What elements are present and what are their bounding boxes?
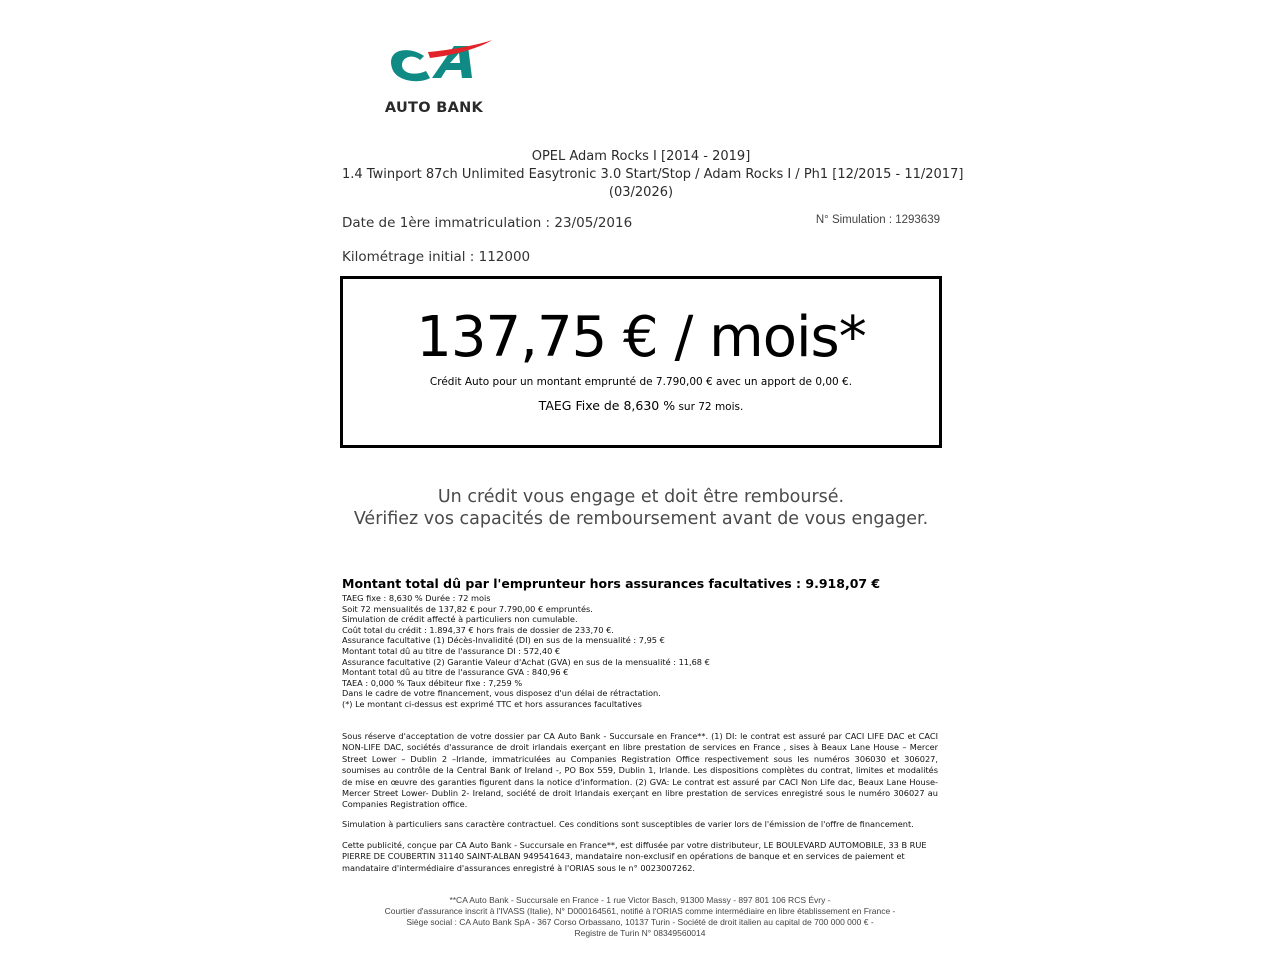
credit-warning — [342, 486, 940, 530]
taeg-duration: sur 72 mois. — [675, 401, 744, 413]
vehicle-date: (03/2026) — [608, 185, 674, 200]
taeg-rate — [343, 398, 939, 413]
warning-line-1: Un crédit vous engage et doit être remboursé. — [437, 487, 845, 507]
credit-details — [342, 593, 710, 710]
monthly-price-box — [340, 276, 942, 448]
vehicle-description — [342, 148, 964, 202]
warning-line-2: Vérifiez vos capacités de remboursement avant de vous engager. — [353, 509, 929, 529]
document-page — [342, 0, 964, 960]
simulation-disclaimer: Simulation à particuliers sans caractère contractuel. Ces conditions sont susceptibles de varier lors de l'émission de l'offre de financement. — [342, 819, 914, 829]
detail-line: Coût total du crédit : 1.894,37 € hors frais de dossier de 233,70 €. — [342, 624, 614, 635]
detail-line: Montant total dû au titre de l'assurance DI : 572,40 € — [342, 645, 561, 656]
detail-line: Assurance facultative (2) Garantie Valeur d'Achat (GVA) en sus de la mensualité : 11,68 € — [342, 656, 710, 667]
simulation-number: N° Simulation : 1293639 — [815, 214, 940, 226]
total-amount-title: Montant total dû par l'emprunteur hors assurances facultatives : 9.918,07 € — [342, 576, 881, 591]
ca-logo-mark-icon — [372, 38, 496, 98]
credit-amount: Crédit Auto pour un montant emprunté de 7.790,00 € avec un apport de 0,00 €. — [429, 376, 853, 388]
detail-line: Soit 72 mensualités de 137,82 € pour 7.790,00 € empruntés. — [342, 603, 593, 614]
ca-auto-bank-logo — [372, 38, 496, 122]
detail-line: Simulation de crédit affecté à particuliers non cumulable. — [342, 614, 578, 625]
footer-line: **CA Auto Bank - Succursale en France - 1 rue Victor Basch, 91300 Massy - 897 801 106 RCS Évry - — [449, 895, 831, 905]
registration-date: Date de 1ère immatriculation : 23/05/2016 — [342, 215, 633, 231]
detail-line: Dans le cadre de votre financement, vous disposez d'un délai de rétractation. — [342, 688, 661, 699]
legal-footer — [342, 895, 938, 939]
detail-line: Assurance facultative (1) Décès-Invalidité (DI) en sus de la mensualité : 7,95 € — [342, 635, 665, 646]
initial-mileage: Kilométrage initial : 112000 — [342, 249, 531, 265]
detail-line: TAEG fixe : 8,630 % Durée : 72 mois — [342, 593, 491, 603]
taeg-value: TAEG Fixe de 8,630 % — [538, 398, 676, 413]
logo-text: AUTO BANK — [384, 100, 484, 116]
distributor-paragraph: Cette publicité, conçue par CA Auto Bank - Succursale en France**, est diffusée par votre distributeur, LE BOULEVARD AUTOMOBILE, 33 B RUE PIERRE DE COUBERTIN 31140 SAINT-ALBAN 949541643, mandataire non-exclusif en opérations de banque et en services de paiement et mandataire d'intermédiaire d'assurances enregistré à l'ORIAS sous le n° 0023007262. — [342, 840, 927, 873]
footer-line: Courtier d'assurance inscrit à l'IVASS (Italie), N° D000164561, notifié à l'ORIAS comme intermédiaire en libre établissement en France - — [384, 906, 896, 916]
detail-line: Montant total dû au titre de l'assurance GVA : 840,96 € — [342, 667, 569, 678]
detail-line: (*) Le montant ci-dessus est exprimé TTC et hors assurances facultatives — [342, 698, 642, 709]
vehicle-model: OPEL Adam Rocks I [2014 - 2019] — [531, 149, 751, 164]
detail-line: TAEA : 0,000 % Taux débiteur fixe : 7,259 % — [342, 677, 523, 688]
insurance-legal-paragraph: Sous réserve d'acceptation de votre dossier par CA Auto Bank - Succursale en France**. (1) DI: le contrat est assuré par CACI LIFE DAC et CACI NON-LIFE DAC, sociétés d'assurance de droit irlandais exerçant en libre prestation de services en France , sises à Beaux Lane House – Mercer Street Lower – Dublin 2 –Irlande, immatriculées au Companies Registration Office respectivement sous les numéros 306030 et 306027, soumises au contrôle de la Central Bank of Ireland -, PO Box 559, Dublin 1, Irlande. Les dispositions complètes du contrat, limites et modalités de mise en œuvre des garanties figurent dans la notice d'information. (2) GVA: Le contrat est assuré par CACI Non Life dac, Beaux Lane House- Mercer Street Lower- Dublin 2- Ireland, société de droit Irlandais exerçant en libre prestation de services enregistré sous le numéro 306027 au Companies Registration office. — [342, 731, 938, 810]
monthly-price: 137,75 € / mois* — [416, 305, 866, 370]
footer-line: Registre de Turin N° 08349560014 — [574, 928, 706, 938]
footer-line: Siège social : CA Auto Bank SpA - 367 Corso Orbassano, 10137 Turin - Société de droit italien au capital de 700 000 000 € - — [406, 917, 874, 927]
vehicle-version: 1.4 Twinport 87ch Unlimited Easytronic 3.0 Start/Stop / Adam Rocks I / Ph1 [12/2015 - 11/2017] — [342, 167, 964, 182]
